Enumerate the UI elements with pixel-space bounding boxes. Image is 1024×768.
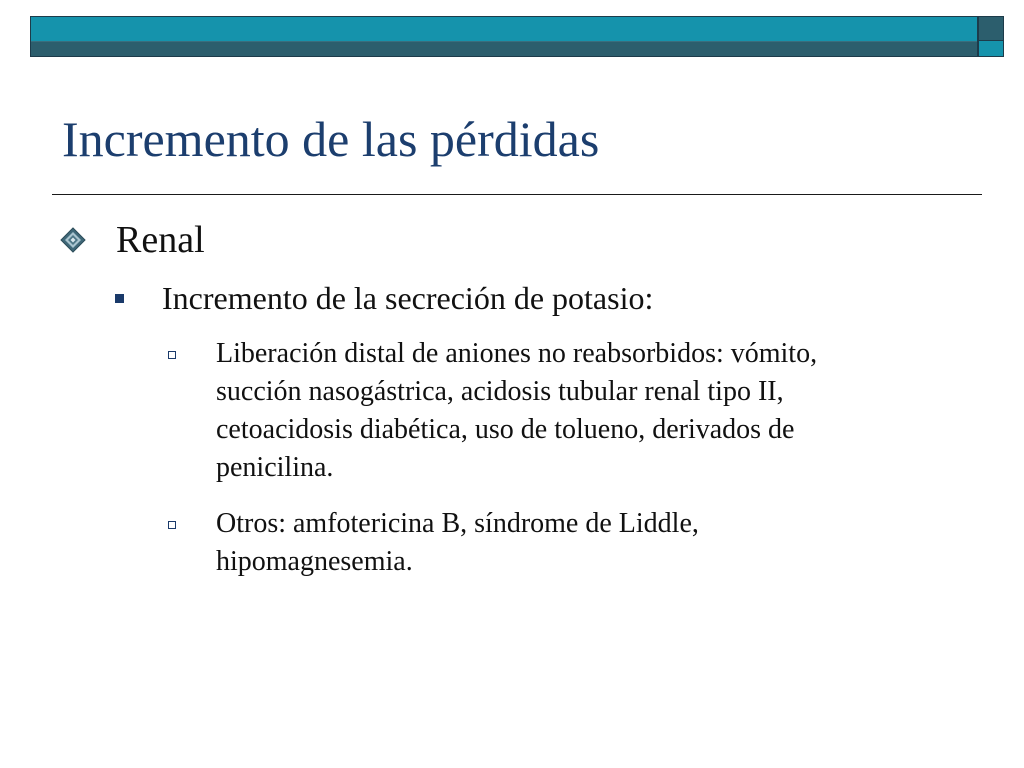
hollow-square-bullet-icon bbox=[168, 521, 176, 529]
bullet-level2 bbox=[115, 280, 653, 317]
header-banner-square-bottom bbox=[978, 40, 1004, 57]
slide-title: Incremento de las pérdidas bbox=[62, 111, 600, 167]
hollow-square-bullet-icon bbox=[168, 351, 176, 359]
text-line: penicilina. bbox=[216, 452, 334, 483]
text-line: cetoacidosis diabética, uso de tolueno, derivados de bbox=[216, 414, 795, 445]
bullet-level3-text bbox=[216, 335, 966, 487]
text-line: Liberación distal de aniones no reabsorbidos: vómito, bbox=[216, 338, 818, 369]
text-line: Otros: amfotericina B, síndrome de Liddle, bbox=[216, 508, 699, 539]
square-bullet-icon bbox=[115, 294, 124, 303]
diamond-bullet-icon bbox=[60, 227, 86, 253]
bullet-level3-text bbox=[216, 505, 966, 581]
bullet-level2-text: Incremento de la secreción de potasio: bbox=[162, 280, 654, 316]
title-divider bbox=[52, 194, 982, 195]
bullet-level1 bbox=[60, 218, 205, 262]
text-line: succión nasogástrica, acidosis tubular renal tipo II, bbox=[216, 376, 784, 407]
header-banner bbox=[30, 16, 978, 57]
text-line: hipomagnesemia. bbox=[216, 546, 413, 577]
bullet-level1-text: Renal bbox=[116, 219, 205, 261]
header-banner-square-top bbox=[978, 16, 1004, 41]
